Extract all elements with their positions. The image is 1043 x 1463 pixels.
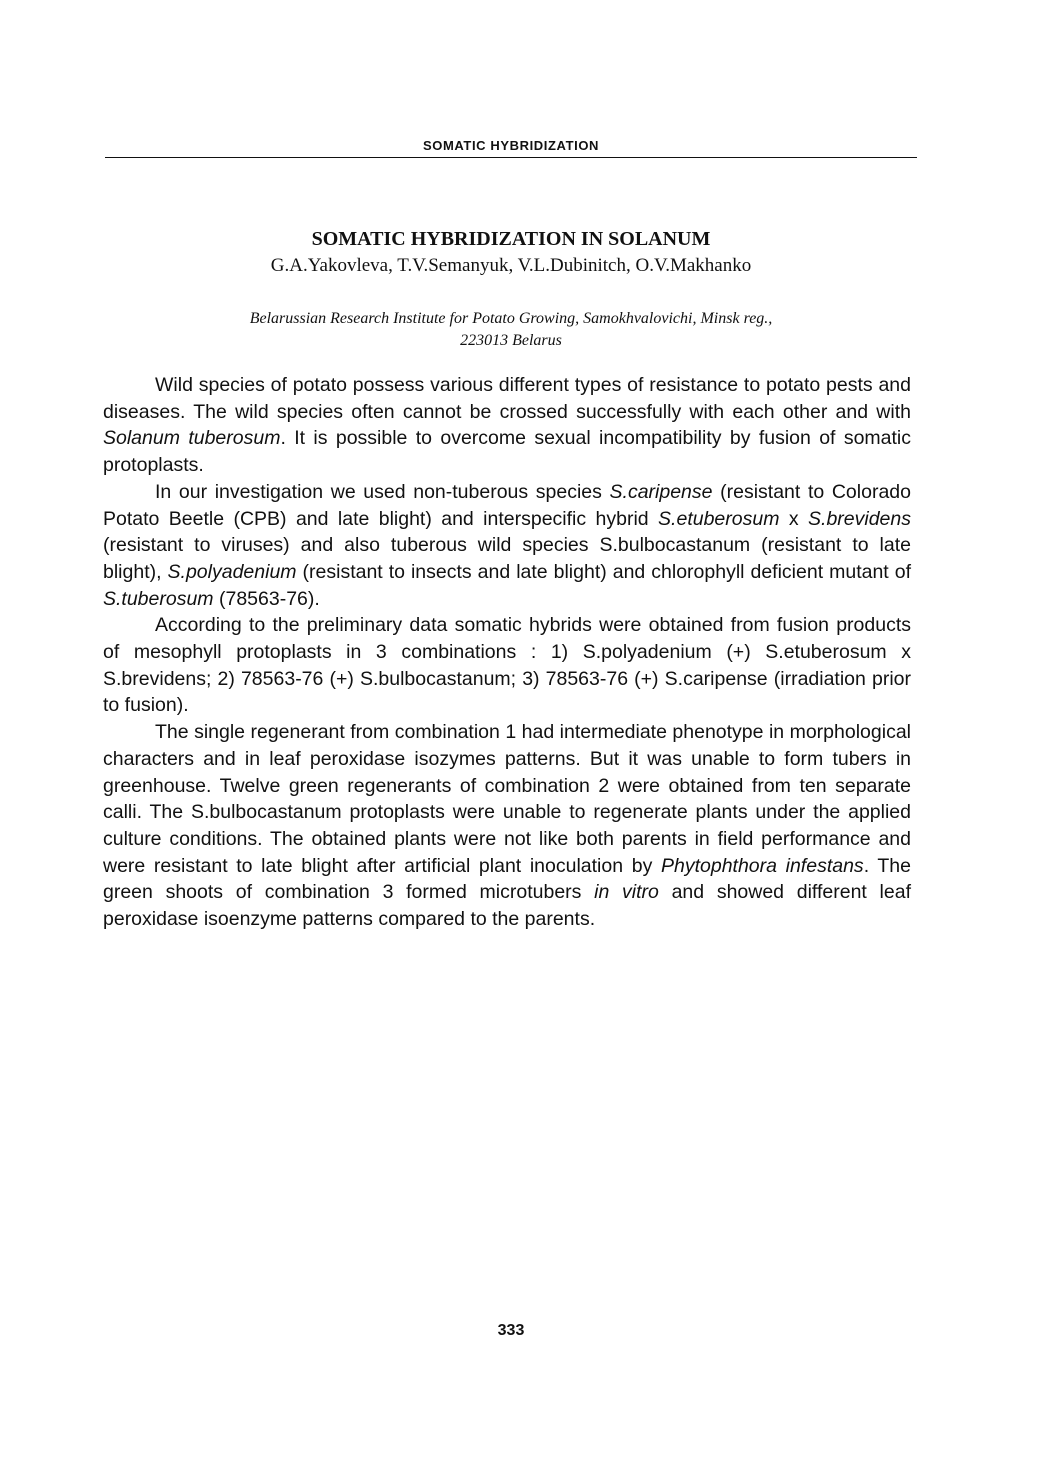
paragraph-text: (resistant to Colorado Potato Beetle (CPB) and late blight) and interspecific hybrid [103,480,911,530]
paragraph-text: and showed different leaf peroxidase isoenzyme patterns compared to the parents. [103,881,912,931]
running-head: SOMATIC HYBRIDIZATION [422,138,600,153]
paragraph-4 [103,719,911,933]
latin-term: in vitro [594,881,659,904]
article-body [103,372,911,933]
author-list: G.A.Yakovleva, T.V.Semanyuk, V.L.Dubinitch, O.V.Makhanko [270,255,752,276]
paragraph-text: (resistant to insects and late blight) and chlorophyll deficient mutant of [296,560,911,583]
species-name: S.tuberosum [103,587,214,610]
page-number: 333 [497,1322,525,1339]
species-name: S.brevidens [808,507,911,530]
article-title: SOMATIC HYBRIDIZATION IN SOLANUM [311,228,711,250]
species-name: S.polyadenium [167,560,297,583]
species-name: S.caripense [609,480,713,503]
paragraph-text: (resistant to viruses) and also tuberous wild species S.bulbocastanum (resistant to late blight), [103,534,911,583]
affiliation-line-1: Belarussian Research Institute for Potato Growing, Samokhvalovichi, Minsk reg., [249,310,773,327]
paragraph-2 [103,479,911,613]
paragraph-text: . It is possible to overcome sexual incompatibility by fusion of somatic protoplasts. [103,427,912,477]
paragraph-3 [103,612,911,719]
paragraph-text: x [779,507,809,530]
species-name: Phytophthora infestans [660,854,864,877]
paragraph-text: . The green shoots of combination 3 formed microtubers [103,854,911,904]
paragraph-text: According to the preliminary data somatic hybrids were obtained from fusion products of mesophyll protoplasts in 3 combinations : 1) S.polyadenium (+) S.etuberosum x S.brevidens; 2) 78563-76 (+) S.bulbocastanum; 3) 78563-76 (+) S.caripense (irradiation prior to fusion). [103,614,911,717]
paragraph-1 [103,372,911,479]
paragraph-text: In our investigation we used non-tuberous species [155,480,610,503]
paragraph-text: Wild species of potato possess various different types of resistance to potato pests and diseases. The wild species often cannot be crossed successfully with each other and with [103,374,911,423]
species-name: Solanum tuberosum [103,427,281,450]
affiliation [130,308,892,352]
species-name: S.etuberosum [658,507,780,530]
affiliation-line-2: 223013 Belarus [460,332,562,349]
header-rule [105,157,917,158]
paragraph-text: (78563-76). [213,587,320,610]
paragraph-text: The single regenerant from combination 1 had intermediate phenotype in morphological characters and in leaf peroxidase isozymes patterns. But it was unable to form tubers in greenhouse. Twelve green regenerants of combination 2 were obtained from ten separate calli. The S.bulbocastanum protoplasts were unable to regenerate plants under the applied culture conditions. The obtained plants were not like both parents in field performance and were resistant to late blight after artificial plant inoculation by [103,721,911,877]
